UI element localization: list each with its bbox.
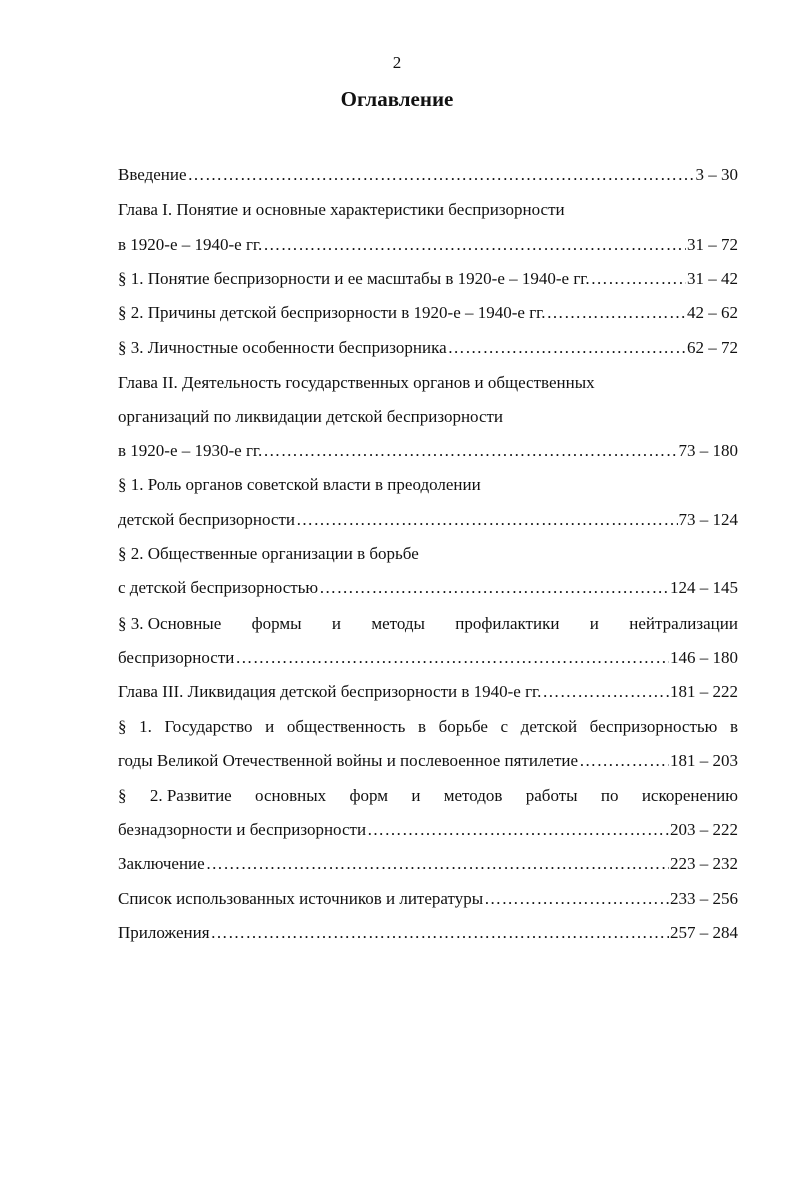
toc-entry-pages: 223 – 232: [670, 854, 738, 873]
toc-word: 2. Развитие: [149, 786, 232, 805]
dot-leader: [448, 337, 686, 359]
toc-entry-title: § 1. Роль органов советской власти в преодолении: [118, 475, 481, 494]
toc-entry: [118, 543, 738, 565]
dot-leader: [263, 440, 677, 462]
toc-entry: [118, 234, 738, 256]
dot-leader: [211, 922, 669, 944]
toc-entry-pages: 31 – 72: [687, 235, 738, 254]
toc-entry-title: безнадзорности и беспризорности: [118, 820, 367, 839]
toc-entry-pages: 3 – 30: [695, 165, 738, 184]
toc-entry: [118, 888, 738, 910]
toc-entry-pages: 146 – 180: [670, 648, 738, 667]
toc-entry-title: § 3. Личностные особенности беспризорника: [118, 338, 447, 357]
toc-word: борьбе: [438, 717, 488, 736]
toc-word: профилактики: [455, 614, 560, 633]
toc-entry-title: в 1920-е – 1940-е гг.: [118, 235, 263, 254]
toc-entry-pages: 181 – 222: [670, 682, 738, 701]
toc-entry: [118, 302, 738, 324]
dot-leader: [591, 268, 686, 290]
toc-entry-title: в 1920-е – 1930-е гг.: [118, 441, 263, 460]
toc-entry: [118, 613, 738, 635]
toc-entry-title: § 1. Понятие беспризорности и ее масштабы в 1920-е – 1940-е гг.: [118, 269, 590, 288]
toc-entry-title: Глава I. Понятие и основные характеристики беспризорности: [118, 200, 565, 219]
toc-word: методы: [371, 614, 425, 633]
toc-entry-title: § 2. Общественные организации в борьбе: [118, 544, 419, 563]
toc-entry-title: Заключение: [118, 854, 205, 873]
toc-entry: [118, 647, 738, 669]
toc-entry: [118, 406, 738, 428]
toc-word: и: [589, 614, 599, 633]
toc-entry: [118, 922, 738, 944]
toc-entry: [118, 681, 738, 703]
toc-word: и: [331, 614, 341, 633]
toc-entry: [118, 716, 738, 738]
toc-entry: [118, 372, 738, 394]
toc-entry-title: § 2. Причины детской беспризорности в 1920-е – 1940-е гг.: [118, 303, 546, 322]
toc-entry: [118, 750, 738, 772]
toc-word: общественность: [286, 717, 406, 736]
toc-word: беспризорностью: [589, 717, 718, 736]
toc-entry-title: Приложения: [118, 923, 210, 942]
toc-entry-pages: 62 – 72: [687, 338, 738, 357]
toc-entry: [118, 440, 738, 462]
dot-leader: [296, 509, 678, 531]
toc-entry-title: годы Великой Отечественной войны и послевоенное пятилетие: [118, 751, 579, 770]
toc-entry: [118, 474, 738, 496]
page-number: 2: [392, 53, 402, 72]
dot-leader: [579, 750, 669, 772]
toc-word: нейтрализации: [629, 614, 738, 633]
toc-word: с: [500, 717, 509, 736]
toc-word: искоренению: [641, 786, 738, 805]
dot-leader: [188, 164, 695, 186]
toc-word: Государство: [164, 717, 253, 736]
dot-leader: [542, 681, 669, 703]
toc-entry-pages: 233 – 256: [670, 889, 738, 908]
dot-leader: [206, 853, 669, 875]
toc-word: §: [118, 717, 127, 736]
toc-entry-pages: 73 – 124: [678, 510, 738, 529]
toc-entry-title: Введение: [118, 165, 187, 184]
toc-entry: [118, 199, 738, 221]
dot-leader: [235, 647, 669, 669]
toc-entry: [118, 853, 738, 875]
toc-entry-title: беспризорности: [118, 648, 235, 667]
toc-word: и: [265, 717, 275, 736]
toc-word: § 3. Основные: [118, 614, 222, 633]
toc-word: по: [600, 786, 619, 805]
toc-entry-pages: 31 – 42: [687, 269, 738, 288]
dot-leader: [263, 234, 686, 256]
toc-word: форм: [349, 786, 388, 805]
toc-entry-title: Список использованных источников и литературы: [118, 889, 484, 908]
toc-entry: [118, 337, 738, 359]
toc-entry: [118, 509, 738, 531]
dot-leader: [319, 577, 669, 599]
toc-entry: [118, 577, 738, 599]
toc-entry-title: организаций по ликвидации детской беспризорности: [118, 407, 504, 426]
toc-word: основных: [255, 786, 327, 805]
toc-entry-title: с детской беспризорностью: [118, 578, 319, 597]
toc-entry-title: детской беспризорности: [118, 510, 295, 529]
toc-entry-title: Глава II. Деятельность государственных органов и общественных: [118, 373, 595, 392]
toc-entry-pages: 203 – 222: [670, 820, 738, 839]
dot-leader: [546, 302, 686, 324]
toc-entry: [118, 164, 738, 186]
dot-leader: [367, 819, 669, 841]
toc-word: детской: [520, 717, 578, 736]
toc-entry: [118, 268, 738, 290]
dot-leader: [484, 888, 669, 910]
toc-word: §: [118, 786, 127, 805]
toc-word: и: [411, 786, 421, 805]
toc-word: методов: [443, 786, 503, 805]
toc-word: 1.: [139, 717, 152, 736]
toc-word: работы: [525, 786, 578, 805]
toc-entry-pages: 42 – 62: [687, 303, 738, 322]
toc-entry-pages: 257 – 284: [670, 923, 738, 942]
toc-word: в: [729, 717, 738, 736]
toc-entry: [118, 785, 738, 807]
toc-entry-pages: 181 – 203: [670, 751, 738, 770]
toc-word: в: [417, 717, 426, 736]
toc-entry-pages: 124 – 145: [670, 578, 738, 597]
toc-entry-title: Глава III. Ликвидация детской беспризорности в 1940-е гг.: [118, 682, 542, 701]
toc-entry-pages: 73 – 180: [678, 441, 738, 460]
toc-word: формы: [251, 614, 302, 633]
page-title: Оглавление: [340, 87, 454, 111]
toc-entry: [118, 819, 738, 841]
